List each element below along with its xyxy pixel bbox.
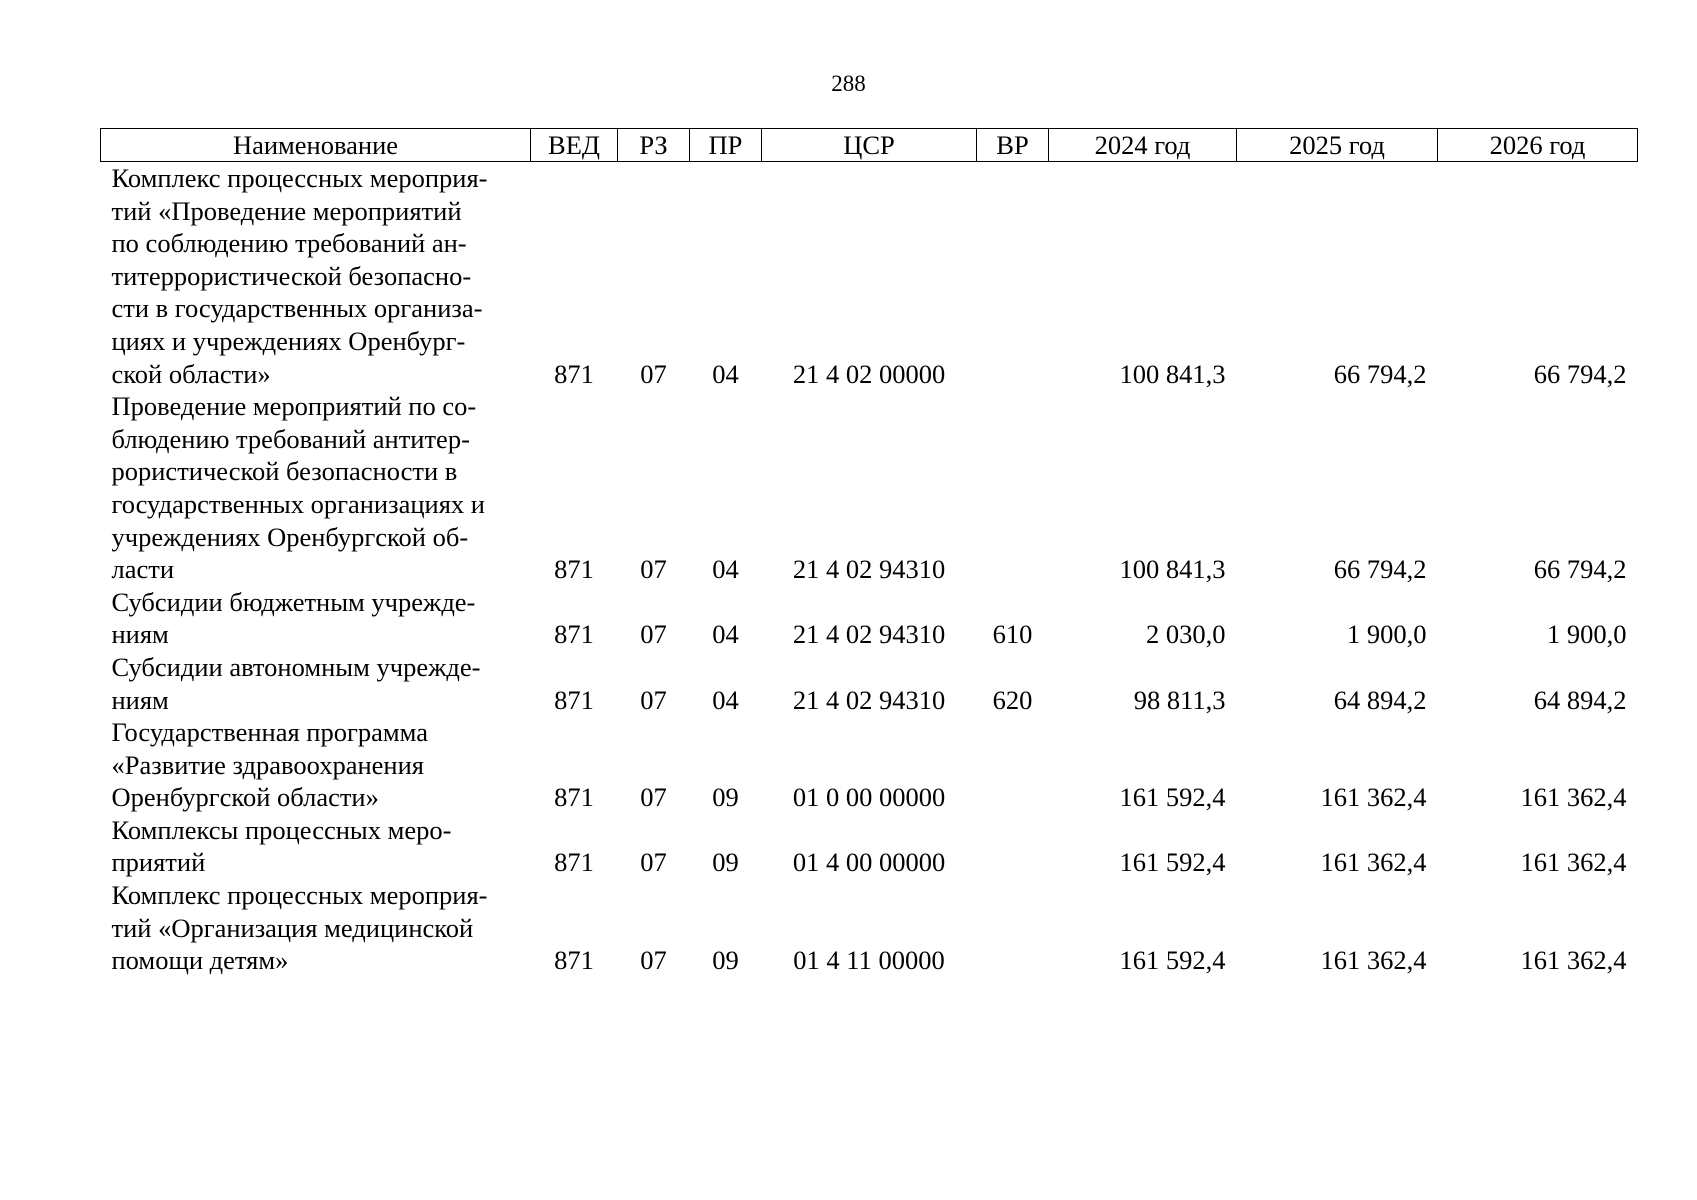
row-amount-2026: 161 362,4 [1520,847,1627,878]
row-amount-2024: 2 030,0 [1146,619,1226,650]
row-name-cell [101,390,531,586]
row-amount-2026: 1 900,0 [1547,619,1627,650]
row-csr: 21 4 02 00000 [792,358,946,389]
table-row [101,716,1638,814]
row-pr: 04 [712,619,739,650]
row-amount-2025: 66 794,2 [1333,554,1427,585]
row-csr: 01 4 00 00000 [792,847,946,878]
row-amount-2024: 100 841,3 [1119,554,1226,585]
table-body [101,162,1638,977]
table-header [101,129,1638,162]
row-name: Проведение мероприятий по со- блюдению требований антитер- рористической безопасности в государственных организациях и учреждениях Оренбургской об- ласти [111,391,485,585]
row-ved: 871 [554,847,594,878]
row-vr [977,162,1049,391]
row-rz: 07 [640,945,667,976]
header-ved: ВЕД [531,129,618,162]
row-vr [977,814,1049,879]
row-amount-2026: 66 794,2 [1533,358,1627,389]
row-ved: 871 [554,945,594,976]
row-pr: 09 [712,945,739,976]
row-ved: 871 [554,619,594,650]
row-amount-2024: 98 811,3 [1133,684,1226,715]
row-amount-2024: 161 592,4 [1119,782,1226,813]
row-pr: 09 [712,847,739,878]
row-amount-2024: 161 592,4 [1119,847,1226,878]
row-amount-2024: 161 592,4 [1119,945,1226,976]
row-pr: 09 [712,782,739,813]
row-csr: 21 4 02 94310 [792,554,946,585]
row-ved: 871 [554,554,594,585]
row-amount-2026: 161 362,4 [1520,945,1627,976]
row-pr: 04 [712,684,739,715]
header-name: Наименование [101,129,531,162]
row-name: Комплекс процессных мероприя- тий «Организация медицинской помощи детям» [111,880,488,976]
row-name: Государственная программа «Развитие здравоохранения Оренбургской области» [111,717,428,813]
row-rz: 07 [640,847,667,878]
row-name: Комплексы процессных меро- приятий [111,814,452,878]
row-vr [977,879,1049,977]
row-amount-2025: 161 362,4 [1320,847,1427,878]
row-rz: 07 [640,619,667,650]
row-pr: 04 [712,358,739,389]
row-name-cell [101,716,531,814]
row-amount-2026: 161 362,4 [1520,782,1627,813]
row-rz: 07 [640,554,667,585]
row-pr: 04 [712,554,739,585]
row-name: Субсидии бюджетным учрежде- ниям [111,586,476,650]
row-vr [977,716,1049,814]
row-rz: 07 [640,782,667,813]
row-csr: 21 4 02 94310 [792,619,946,650]
header-pr: ПР [690,129,762,162]
row-amount-2025: 66 794,2 [1333,358,1427,389]
row-name-cell [101,586,531,651]
header-2026: 2026 год [1438,129,1638,162]
row-vr: 610 [992,619,1033,650]
budget-table [100,128,1638,977]
row-name: Субсидии автономным учрежде- ниям [111,651,481,715]
row-amount-2024: 100 841,3 [1119,358,1226,389]
header-2025: 2025 год [1237,129,1438,162]
row-amount-2025: 161 362,4 [1320,782,1427,813]
row-vr: 620 [992,684,1033,715]
row-ved: 871 [554,358,594,389]
row-vr [977,390,1049,586]
table-row [101,390,1638,586]
row-name-cell [101,814,531,879]
row-name-cell [101,162,531,391]
row-rz: 07 [640,684,667,715]
table-row [101,651,1638,716]
row-csr: 21 4 02 94310 [792,684,946,715]
table-row [101,586,1638,651]
row-name-cell [101,879,531,977]
row-amount-2026: 64 894,2 [1533,684,1627,715]
row-amount-2025: 64 894,2 [1333,684,1427,715]
row-ved: 871 [554,684,594,715]
row-rz: 07 [640,358,667,389]
row-name-cell [101,651,531,716]
row-csr: 01 0 00 00000 [792,782,946,813]
row-ved: 871 [554,782,594,813]
row-amount-2025: 1 900,0 [1347,619,1427,650]
page-number: 288 [831,71,866,96]
header-csr: ЦСР [762,129,977,162]
row-amount-2026: 66 794,2 [1533,554,1627,585]
table-row [101,162,1638,391]
table-row [101,879,1638,977]
row-amount-2025: 161 362,4 [1320,945,1427,976]
header-2024: 2024 год [1049,129,1237,162]
table-row [101,814,1638,879]
header-rz: РЗ [618,129,690,162]
header-row [101,129,1638,162]
row-csr: 01 4 11 00000 [793,945,945,976]
row-name: Комплекс процессных мероприя- тий «Проведение мероприятий по соблюдению требований ан- титеррористической безопасно- сти в государственных организа- циях и учреждениях Оренбург- ской области» [111,163,488,389]
header-vr: ВР [977,129,1049,162]
